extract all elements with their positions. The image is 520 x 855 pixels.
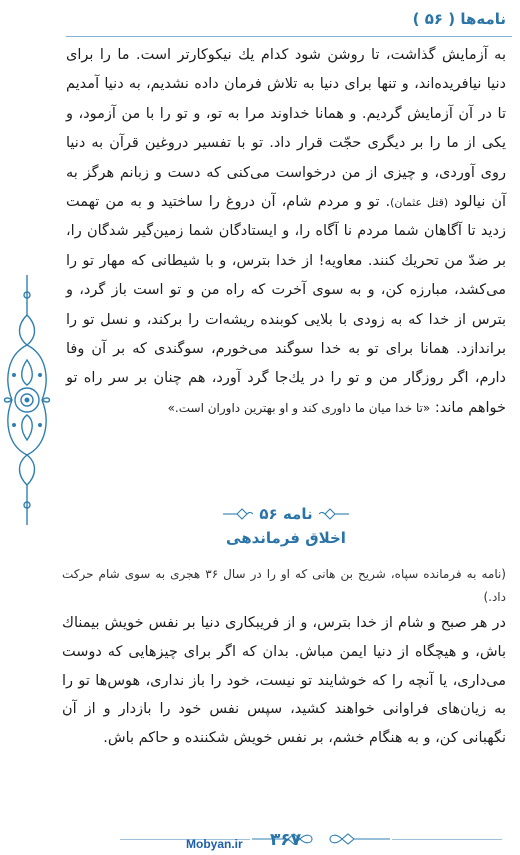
page-footer [0, 825, 520, 855]
quran-quote: «تا خدا ميان ما داورى كند و او بهترين داوران است.» [167, 400, 431, 415]
running-head [66, 10, 512, 37]
letter-number-block [223, 505, 348, 523]
site-watermark: Mobyan.ir [186, 837, 243, 851]
body-text-note: (قتل عثمان) [390, 196, 449, 210]
body-text-after: . تو و مردم شام، آن دروغ را ساختيد و به من تهمت زديد تا آگاهان شما مردم نا آگاه را، و ايستادگان شما زمين‌گير شدگان را، بر ضدّ من تحريك كنند. معاويه! از خدا بترس، و با شيطانى كه مهار تو را مى‌كشد، مبارزه كن، و به سوى آخرت كه راه من و تو است باز گرد، و بترس از خدا كه به زودى با بلايى كوبنده ريشه‌ات را بركند، و نسل تو را براندازد. همانا براى تو به خدا سوگند مى‌خورم، سوگندى كه بر آن وفا دارم، اگر روزگار من و تو را در يك‌جا گرد آورد، هم چنان بر سر راه تو خواهم ماند: [66, 194, 506, 416]
letter-subject: اخلاق فرماندهى [226, 529, 346, 547]
letter-heading [66, 504, 506, 564]
side-ornament-icon [2, 275, 52, 525]
letter-body: در هر صبح و شام از خدا بترس، و از فريبكارى دنيا بر نفس خويش بيمناك باش، و هيچگاه از دنيا ايمن مباش. بدان كه اگر براى چيزهايى كه دوست مى‌دارى، يا آنچه را كه خوشايند تو نيست، خود را باز ندارى، هوس‌ها تو را به زيان‌هاى فراوانى خواهند كشيد، سپس نفس خود را بازدار و از آن نگهبانى كن، و به هنگام خشم، بر نفس خويش شكننده و حاكم باش. [62, 615, 506, 747]
flourish-icon [223, 507, 253, 521]
body-text-before: به آزمايش گذاشت، تا روشن شود كدام يك نيكوكارتر است. ما را براى دنيا نيافريده‌اند، و تنها براى دنيا به تلاش فرمان داده نشديم، به دنيا آمديم تا در آن آزمايش گرديم. و همانا خداوند مرا به تو، و تو را با من آزمود، و يكى از ما را بر ديگرى حجّت قرار داد. تو با تفسير دروغين قرآن به دنيا روى آوردى، و چيزى از من درخواست مى‌كنى كه دست و زبانم هرگز به آن نيالود [66, 47, 507, 211]
letter-context-note: (نامه به فرمانده سپاه، شريح بن هانى كه او را در سال ۳۶ هجرى به سوى شام حركت داد.) [62, 567, 506, 604]
page-number: ۳۶۷ [270, 830, 302, 850]
letter-number: نامه ۵۶ [259, 505, 313, 523]
footer-rule-right [392, 839, 502, 840]
flourish-icon [319, 507, 349, 521]
body-text-continuation [66, 41, 506, 423]
flourish-icon [326, 832, 390, 846]
running-head-title: نامه‌ها ( ۵۶ ) [412, 10, 506, 28]
